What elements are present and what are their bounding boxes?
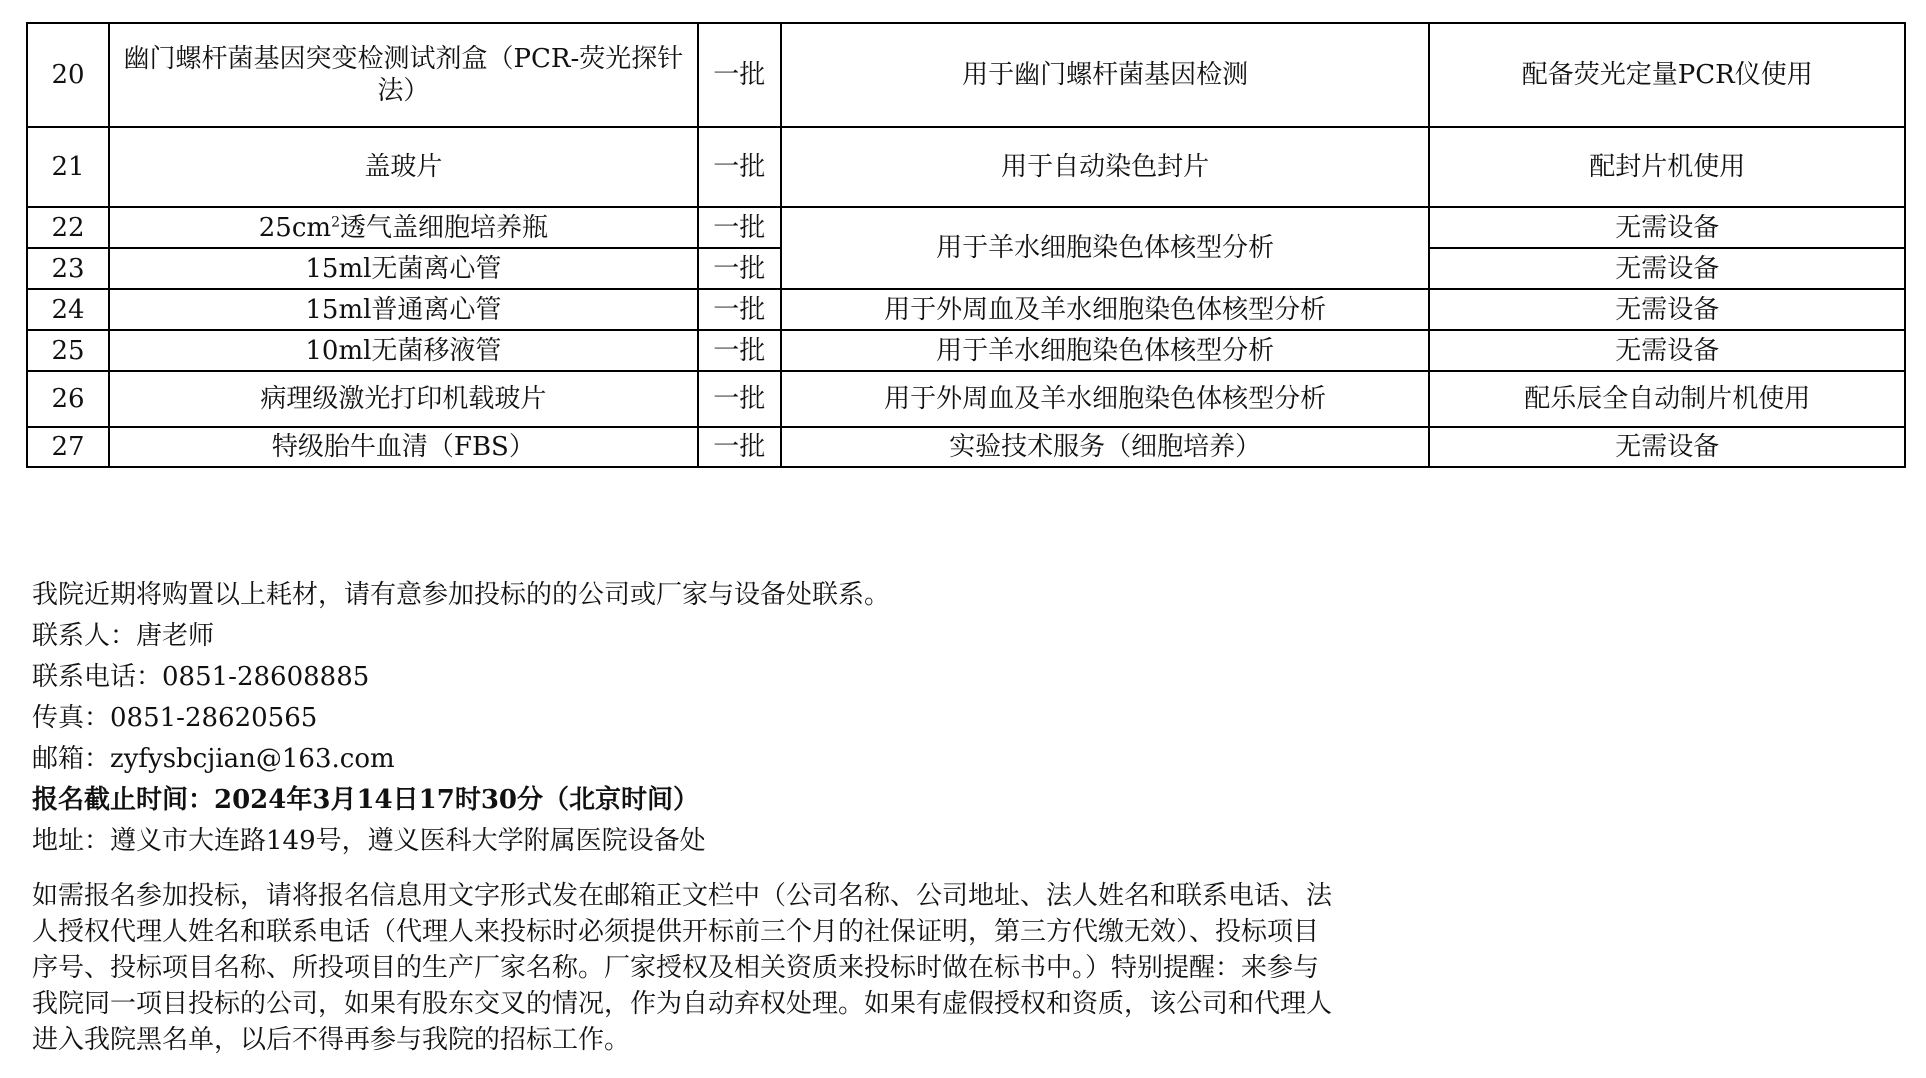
item-equipment-note: 配封片机使用 [1429,127,1905,207]
item-equipment-note: 配乐辰全自动制片机使用 [1429,371,1905,427]
contact-person: 联系人：唐老师 [32,621,215,651]
row-number: 22 [27,207,109,248]
item-name-suffix: 透气盖细胞培养瓶 [340,212,549,243]
item-usage: 用于羊水细胞染色体核型分析 [781,207,1430,289]
item-name: 幽门螺杆菌基因突变检测试剂盒（PCR-荧光探针法） [109,23,698,127]
item-equipment-note: 无需设备 [1429,248,1905,289]
item-equipment-note: 配备荧光定量PCR仪使用 [1429,23,1905,127]
contact-block [32,575,890,862]
notice-line: 序号、投标项目名称、所投项目的生产厂家名称。厂家授权及相关资质来投标时做在标书中。）特别提醒：来参与 [32,953,1320,983]
item-usage: 用于外周血及羊水细胞染色体核型分析 [781,289,1430,330]
registration-notice [32,878,1432,1058]
item-name-prefix: 25cm [258,212,332,243]
item-name [109,207,698,248]
item-name: 10ml无菌移液管 [109,330,698,371]
item-equipment-note: 无需设备 [1429,207,1905,248]
contact-intro: 我院近期将购置以上耗材，请有意参加投标的的公司或厂家与设备处联系。 [32,580,891,610]
item-name-superscript: 2 [331,213,340,230]
row-number: 21 [27,127,109,207]
item-usage: 用于幽门螺杆菌基因检测 [781,23,1430,127]
item-name: 病理级激光打印机载玻片 [109,371,698,427]
registration-deadline: 报名截止时间：2024年3月14日17时30分（北京时间） [32,785,699,815]
item-quantity: 一批 [698,289,781,330]
item-quantity: 一批 [698,248,781,289]
notice-line: 人授权代理人姓名和联系电话（代理人来投标时必须提供开标前三个月的社保证明，第三方代缴无效）、投标项目 [32,917,1320,947]
row-number: 24 [27,289,109,330]
contact-phone: 联系电话：0851-28608885 [32,662,370,692]
table-row [27,127,1905,207]
item-usage: 用于自动染色封片 [781,127,1430,207]
table-row [27,23,1905,127]
contact-address: 地址：遵义市大连路149号，遵义医科大学附属医院设备处 [32,826,706,856]
item-quantity: 一批 [698,330,781,371]
item-usage: 用于外周血及羊水细胞染色体核型分析 [781,371,1430,427]
table-row [27,289,1905,330]
item-quantity: 一批 [698,23,781,127]
item-quantity: 一批 [698,427,781,467]
notice-line: 如需报名参加投标，请将报名信息用文字形式发在邮箱正文栏中（公司名称、公司地址、法人姓名和联系电话、法 [32,881,1333,911]
table-row [27,371,1905,427]
item-equipment-note: 无需设备 [1429,289,1905,330]
item-name: 15ml普通离心管 [109,289,698,330]
item-equipment-note: 无需设备 [1429,330,1905,371]
item-name: 15ml无菌离心管 [109,248,698,289]
row-number: 27 [27,427,109,467]
table-row [27,330,1905,371]
row-number: 23 [27,248,109,289]
notice-line: 我院同一项目投标的公司，如果有股东交叉的情况，作为自动弃权处理。如果有虚假授权和资质，该公司和代理人 [32,989,1333,1019]
item-equipment-note: 无需设备 [1429,427,1905,467]
item-quantity: 一批 [698,207,781,248]
row-number: 26 [27,371,109,427]
item-quantity: 一批 [698,371,781,427]
item-quantity: 一批 [698,127,781,207]
table-row [27,207,1905,248]
notice-line: 进入我院黑名单，以后不得再参与我院的招标工作。 [32,1025,631,1055]
table-row [27,427,1905,467]
contact-email: 邮箱：zyfysbcjian@163.com [32,744,395,774]
item-name: 特级胎牛血清（FBS） [109,427,698,467]
item-usage: 用于羊水细胞染色体核型分析 [781,330,1430,371]
item-usage: 实验技术服务（细胞培养） [781,427,1430,467]
row-number: 20 [27,23,109,127]
item-name: 盖玻片 [109,127,698,207]
row-number: 25 [27,330,109,371]
consumables-table [26,22,1906,468]
contact-fax: 传真：0851-28620565 [32,703,318,733]
